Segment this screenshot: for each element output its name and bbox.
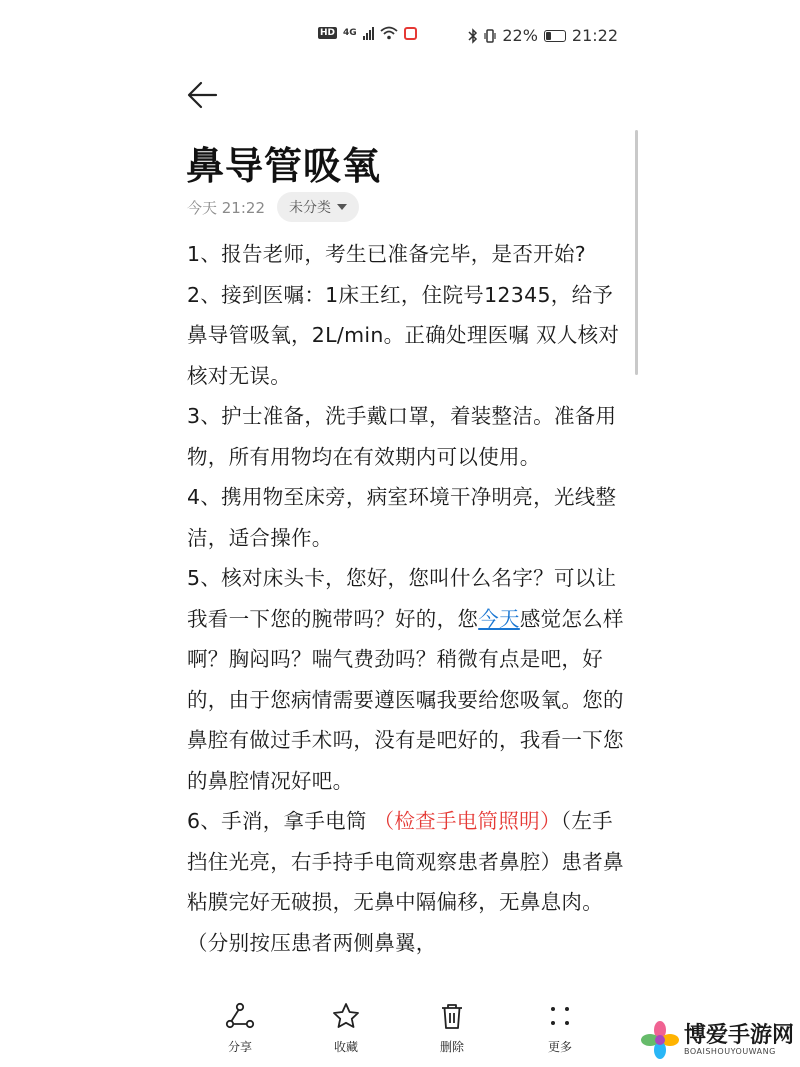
- hd-icon: HD: [320, 28, 336, 38]
- category-label: 未分类: [289, 200, 331, 216]
- back-arrow-icon[interactable]: [186, 78, 220, 112]
- paragraph-5: [187, 558, 627, 801]
- battery-percent: 22%: [502, 26, 538, 45]
- share-icon: [225, 1002, 255, 1030]
- screen-record-icon: [404, 27, 417, 40]
- note-title[interactable]: 鼻导管吸氧: [186, 144, 382, 188]
- note-body[interactable]: [187, 234, 627, 963]
- watermark-sub: BOAISHOUYOUWANG: [684, 1046, 776, 1056]
- watermark-text: [684, 1022, 795, 1056]
- paragraph-1: 1、报告老师，考生已准备完毕，是否开始?: [187, 242, 586, 266]
- star-icon: [331, 1002, 361, 1030]
- delete-button[interactable]: [422, 1000, 482, 1055]
- watermark-main: 博爱手游网: [684, 1022, 795, 1048]
- status-bar: [0, 22, 800, 50]
- clock: 21:22: [571, 26, 618, 45]
- bottom-toolbar: [188, 1000, 608, 1060]
- vibrate-icon: [484, 28, 496, 44]
- more-label: 更多: [547, 1040, 572, 1054]
- network-type: 4G: [343, 28, 357, 38]
- favorite-button[interactable]: [316, 1000, 376, 1055]
- paragraph-6-after: （左手挡住光亮，右手持手电筒观察患者鼻腔）患者鼻粘膜完好无破损，无鼻中隔偏移，无鼻息肉。（分别按压患者两侧鼻翼，: [187, 809, 624, 955]
- bluetooth-icon: [468, 28, 478, 44]
- status-right-icons: [468, 26, 618, 45]
- share-button[interactable]: [210, 1000, 270, 1055]
- paragraph-2: 2、接到医嘱：1床王红，住院号12345，给予鼻导管吸氧，2L/min。正确处理医嘱 双人核对核对无误。: [187, 282, 620, 388]
- paragraph-6-highlight: （检查手电筒照明）: [373, 809, 561, 833]
- more-button[interactable]: [530, 1000, 590, 1055]
- flower-logo-icon: [640, 1020, 680, 1060]
- share-label: 分享: [227, 1040, 252, 1054]
- note-meta: [187, 192, 359, 222]
- category-dropdown[interactable]: [277, 192, 359, 222]
- paragraph-6-before: 6、手消，拿手电筒: [187, 809, 374, 833]
- paragraph-5-after: 感觉怎么样啊？胸闷吗？喘气费劲吗？稍微有点是吧，好的，由于您病情需要遵医嘱我要给您吸氧。您的鼻腔有做过手术吗，没有是吧好的，我看一下您的鼻腔情况好吧。: [187, 606, 624, 793]
- status-left-icons: [318, 26, 417, 40]
- paragraph-5-before: 5、核对床头卡，您好，您叫什么名字？可以让我看一下您的腕带吗？好的，您: [187, 566, 617, 631]
- paragraph-3: 3、护士准备，洗手戴口罩，着装整洁。准备用物，所有用物均在有效期内可以使用。: [187, 404, 617, 469]
- paragraph-4: 4、携用物至床旁，病室环境干净明亮，光线整洁，适合操作。: [187, 485, 617, 550]
- date-link[interactable]: 今天: [478, 606, 520, 631]
- scrollbar[interactable]: [635, 130, 638, 375]
- favorite-label: 收藏: [333, 1040, 358, 1054]
- watermark: [640, 1020, 794, 1060]
- battery-icon: [544, 30, 566, 42]
- note-date: 今天 21:22: [187, 198, 265, 217]
- signal-icon: [363, 27, 374, 40]
- delete-label: 删除: [439, 1040, 464, 1054]
- wifi-icon: [380, 26, 398, 40]
- trash-icon: [437, 1002, 467, 1030]
- more-dots-icon: [545, 1002, 575, 1030]
- caret-down-icon: [337, 204, 347, 210]
- paragraph-6: [187, 801, 627, 963]
